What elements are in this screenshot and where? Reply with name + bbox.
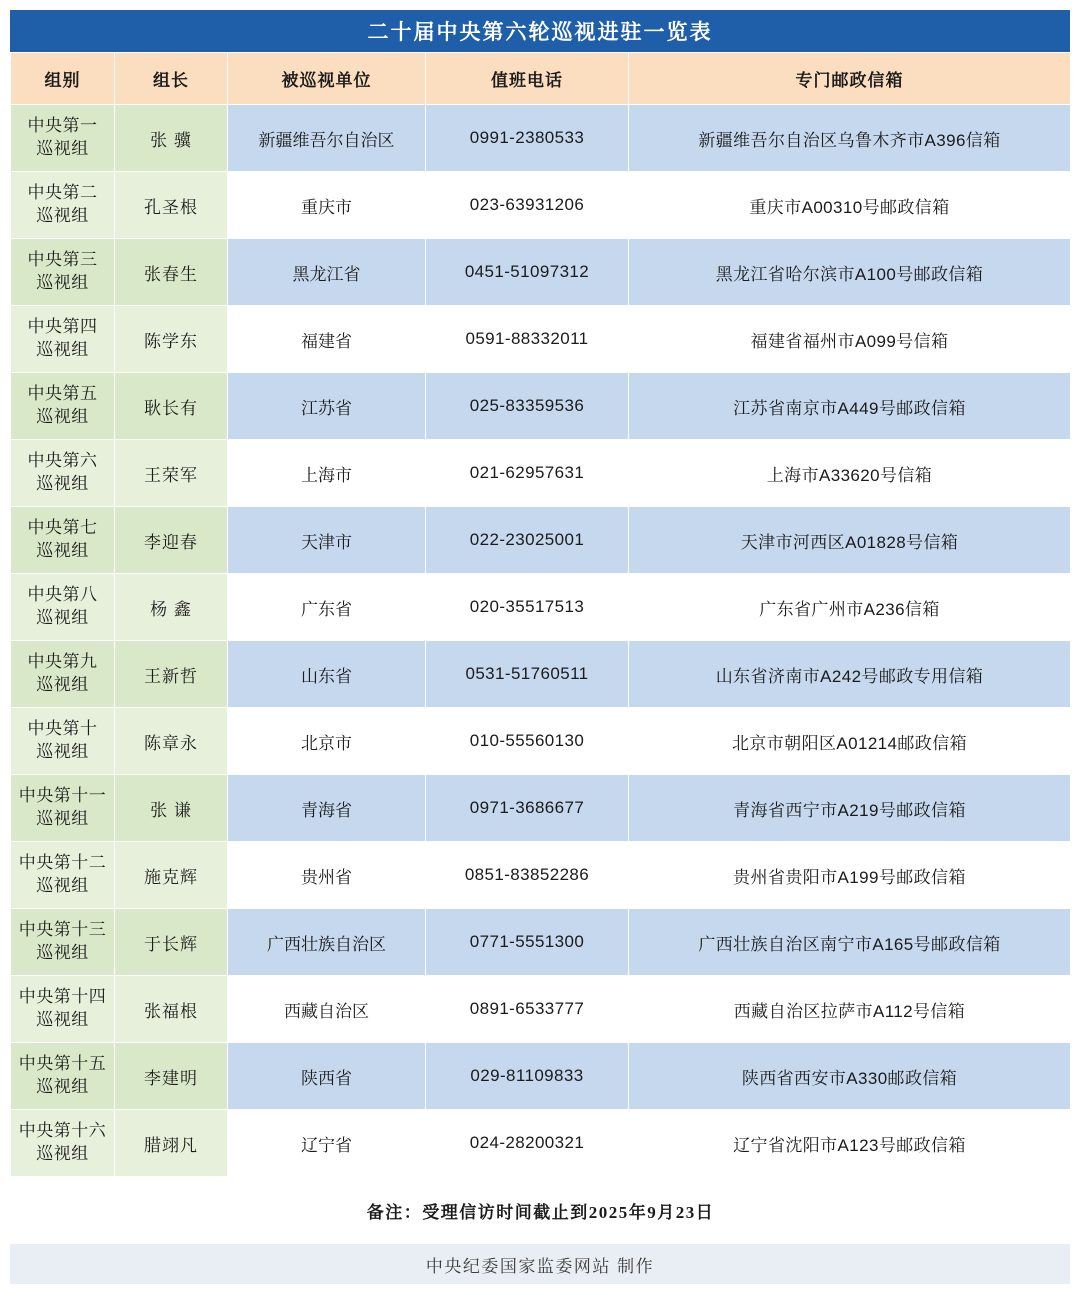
cell-unit: 辽宁省 — [228, 1110, 426, 1177]
group-line-1: 中央第七 — [27, 518, 98, 538]
cell-group — [11, 574, 115, 641]
cell-mail: 黑龙江省哈尔滨市A100号邮政信箱 — [629, 239, 1071, 306]
group-line-1: 中央第八 — [27, 585, 98, 605]
table-row — [11, 976, 1071, 1043]
table-body — [11, 105, 1071, 1244]
table-row — [11, 775, 1071, 842]
cell-unit: 北京市 — [228, 708, 426, 775]
cell-phone: 029-81109833 — [426, 1043, 629, 1110]
group-line-1: 中央第十四 — [18, 987, 107, 1007]
cell-group — [11, 373, 115, 440]
cell-mail: 广西壮族自治区南宁市A165号邮政信箱 — [629, 909, 1071, 976]
column-header-mail: 专门邮政信箱 — [629, 53, 1071, 105]
cell-unit: 西藏自治区 — [228, 976, 426, 1043]
cell-unit: 黑龙江省 — [228, 239, 426, 306]
group-line-2: 巡视组 — [36, 1077, 89, 1096]
group-line-1: 中央第三 — [27, 250, 98, 270]
cell-mail: 广东省广州市A236信箱 — [629, 574, 1071, 641]
cell-unit: 上海市 — [228, 440, 426, 507]
group-line-1: 中央第十二 — [18, 853, 107, 873]
cell-mail: 上海市A33620号信箱 — [629, 440, 1071, 507]
cell-mail: 江苏省南京市A449号邮政信箱 — [629, 373, 1071, 440]
cell-mail: 新疆维吾尔自治区乌鲁木齐市A396信箱 — [629, 105, 1071, 172]
cell-leader: 李建明 — [115, 1043, 228, 1110]
cell-leader: 张 谦 — [115, 775, 228, 842]
table-row — [11, 842, 1071, 909]
group-line-2: 巡视组 — [36, 943, 89, 962]
table-row — [11, 708, 1071, 775]
table-row — [11, 105, 1071, 172]
cell-group — [11, 641, 115, 708]
cell-group — [11, 842, 115, 909]
cell-phone: 010-55560130 — [426, 708, 629, 775]
group-line-2: 巡视组 — [36, 876, 89, 895]
cell-mail: 贵州省贵阳市A199号邮政信箱 — [629, 842, 1071, 909]
cell-mail: 山东省济南市A242号邮政专用信箱 — [629, 641, 1071, 708]
cell-mail: 天津市河西区A01828号信箱 — [629, 507, 1071, 574]
cell-leader: 王新哲 — [115, 641, 228, 708]
cell-leader: 于长辉 — [115, 909, 228, 976]
cell-phone: 023-63931206 — [426, 172, 629, 239]
column-header-unit: 被巡视单位 — [228, 53, 426, 105]
cell-phone: 024-28200321 — [426, 1110, 629, 1177]
cell-unit: 广东省 — [228, 574, 426, 641]
cell-leader: 王荣军 — [115, 440, 228, 507]
cell-unit: 新疆维吾尔自治区 — [228, 105, 426, 172]
cell-phone: 0591-88332011 — [426, 306, 629, 373]
group-line-2: 巡视组 — [36, 1010, 89, 1029]
group-line-2: 巡视组 — [36, 206, 89, 225]
table-row — [11, 239, 1071, 306]
cell-leader: 孔圣根 — [115, 172, 228, 239]
cell-group — [11, 708, 115, 775]
cell-mail: 陕西省西安市A330邮政信箱 — [629, 1043, 1071, 1110]
cell-group — [11, 1110, 115, 1177]
group-line-2: 巡视组 — [36, 675, 89, 694]
cell-leader: 杨 鑫 — [115, 574, 228, 641]
table-row — [11, 909, 1071, 976]
cell-phone: 0991-2380533 — [426, 105, 629, 172]
group-line-1: 中央第十一 — [18, 786, 107, 806]
cell-unit: 山东省 — [228, 641, 426, 708]
inspection-table — [10, 52, 1071, 1244]
column-header-phone: 值班电话 — [426, 53, 629, 105]
table-row — [11, 440, 1071, 507]
cell-phone: 0451-51097312 — [426, 239, 629, 306]
column-header-group: 组别 — [11, 53, 115, 105]
cell-leader: 耿长有 — [115, 373, 228, 440]
group-line-2: 巡视组 — [36, 742, 89, 761]
cell-unit: 江苏省 — [228, 373, 426, 440]
cell-group — [11, 105, 115, 172]
cell-leader: 腊翊凡 — [115, 1110, 228, 1177]
page-title: 二十届中央第六轮巡视进驻一览表 — [10, 10, 1070, 52]
table-row — [11, 1043, 1071, 1110]
cell-mail: 福建省福州市A099号信箱 — [629, 306, 1071, 373]
table-row — [11, 574, 1071, 641]
cell-leader: 陈章永 — [115, 708, 228, 775]
group-line-2: 巡视组 — [36, 541, 89, 560]
table-row — [11, 306, 1071, 373]
cell-group — [11, 976, 115, 1043]
group-line-1: 中央第九 — [27, 652, 98, 672]
cell-phone: 0771-5551300 — [426, 909, 629, 976]
group-line-1: 中央第十六 — [18, 1121, 107, 1141]
cell-unit: 广西壮族自治区 — [228, 909, 426, 976]
cell-phone: 022-23025001 — [426, 507, 629, 574]
cell-unit: 贵州省 — [228, 842, 426, 909]
group-line-2: 巡视组 — [36, 139, 89, 158]
group-line-2: 巡视组 — [36, 608, 89, 627]
cell-mail: 重庆市A00310号邮政信箱 — [629, 172, 1071, 239]
cell-unit: 重庆市 — [228, 172, 426, 239]
group-line-2: 巡视组 — [36, 340, 89, 359]
group-line-1: 中央第六 — [27, 451, 98, 471]
group-line-2: 巡视组 — [36, 407, 89, 426]
group-line-2: 巡视组 — [36, 474, 89, 493]
cell-leader: 张春生 — [115, 239, 228, 306]
cell-phone: 020-35517513 — [426, 574, 629, 641]
cell-mail: 北京市朝阳区A01214邮政信箱 — [629, 708, 1071, 775]
table-row — [11, 641, 1071, 708]
group-line-1: 中央第十三 — [18, 920, 107, 940]
cell-phone: 0971-3686677 — [426, 775, 629, 842]
table-header — [11, 53, 1071, 105]
cell-unit: 福建省 — [228, 306, 426, 373]
note-text: 备注：受理信访时间截止到2025年9月23日 — [11, 1177, 1071, 1244]
cell-mail: 西藏自治区拉萨市A112号信箱 — [629, 976, 1071, 1043]
group-line-2: 巡视组 — [36, 273, 89, 292]
cell-phone: 0851-83852286 — [426, 842, 629, 909]
cell-group — [11, 1043, 115, 1110]
cell-phone: 025-83359536 — [426, 373, 629, 440]
cell-phone: 0891-6533777 — [426, 976, 629, 1043]
cell-unit: 天津市 — [228, 507, 426, 574]
group-line-1: 中央第一 — [27, 116, 98, 136]
group-line-1: 中央第五 — [27, 384, 98, 404]
cell-group — [11, 909, 115, 976]
cell-group — [11, 239, 115, 306]
cell-leader: 张 骥 — [115, 105, 228, 172]
cell-group — [11, 440, 115, 507]
cell-unit: 陕西省 — [228, 1043, 426, 1110]
cell-phone: 0531-51760511 — [426, 641, 629, 708]
group-line-1: 中央第二 — [27, 183, 98, 203]
footer-credit: 中央纪委国家监委网站 制作 — [10, 1244, 1070, 1284]
table-row — [11, 172, 1071, 239]
table-note-row — [11, 1177, 1071, 1244]
group-line-1: 中央第四 — [27, 317, 98, 337]
group-line-2: 巡视组 — [36, 1144, 89, 1163]
cell-phone: 021-62957631 — [426, 440, 629, 507]
cell-leader: 陈学东 — [115, 306, 228, 373]
cell-mail: 青海省西宁市A219号邮政信箱 — [629, 775, 1071, 842]
cell-leader: 李迎春 — [115, 507, 228, 574]
cell-group — [11, 172, 115, 239]
column-header-leader: 组长 — [115, 53, 228, 105]
group-line-1: 中央第十 — [27, 719, 98, 739]
group-line-2: 巡视组 — [36, 809, 89, 828]
cell-leader: 张福根 — [115, 976, 228, 1043]
group-line-1: 中央第十五 — [18, 1054, 107, 1074]
cell-leader: 施克辉 — [115, 842, 228, 909]
cell-unit: 青海省 — [228, 775, 426, 842]
cell-group — [11, 775, 115, 842]
table-row — [11, 507, 1071, 574]
cell-group — [11, 306, 115, 373]
table-row — [11, 1110, 1071, 1177]
cell-mail: 辽宁省沈阳市A123号邮政信箱 — [629, 1110, 1071, 1177]
table-header-row — [11, 53, 1071, 105]
cell-group — [11, 507, 115, 574]
table-row — [11, 373, 1071, 440]
